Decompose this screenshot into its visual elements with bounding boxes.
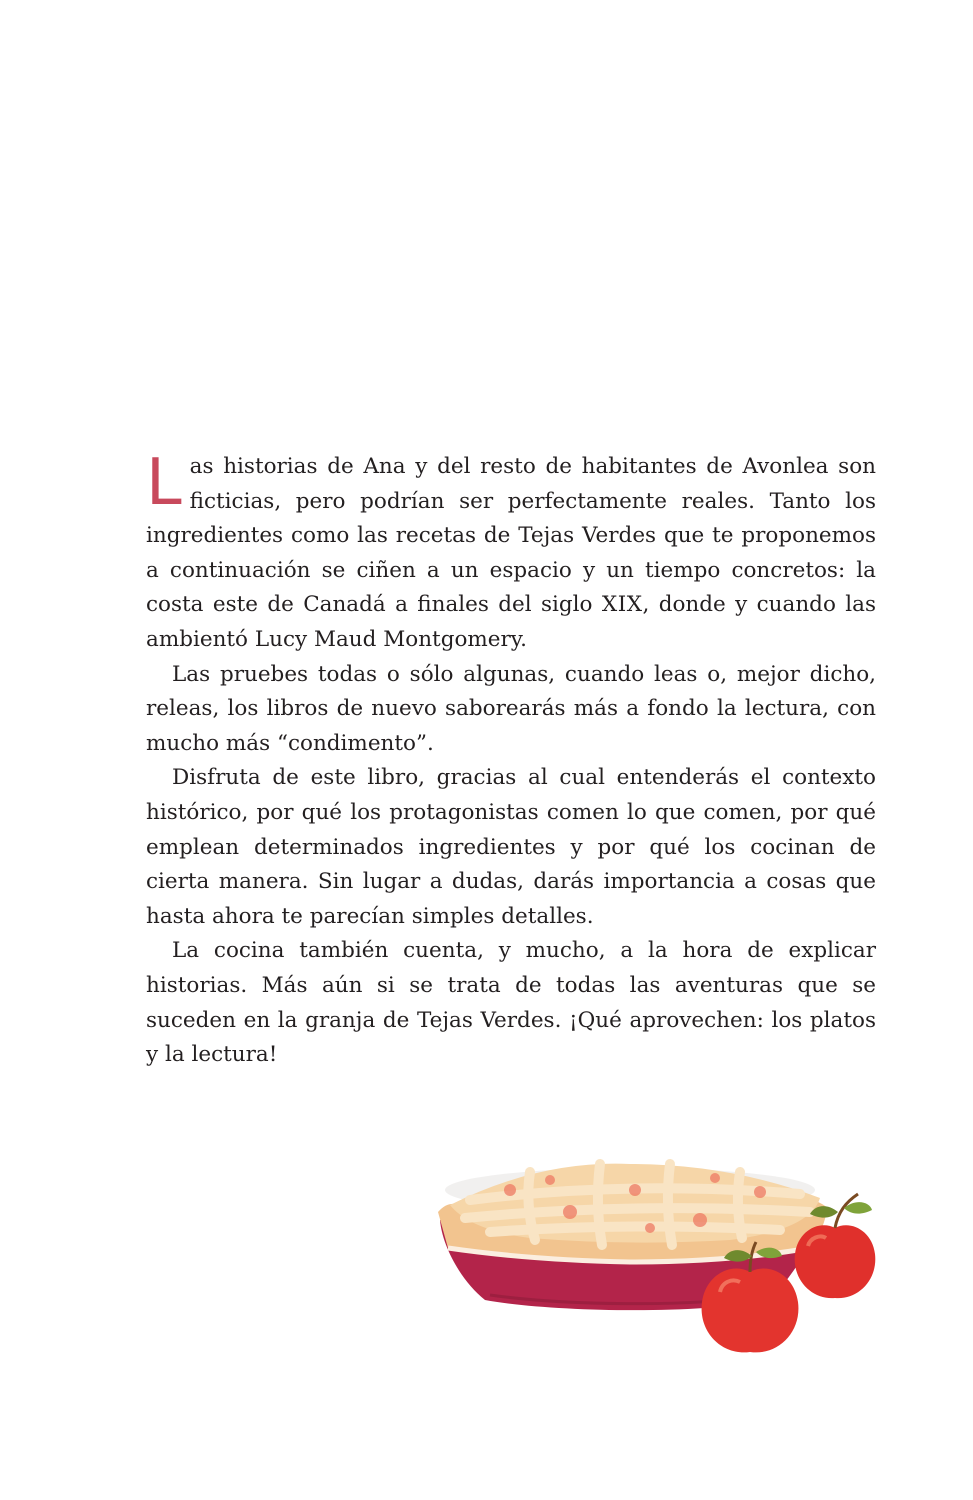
pie-with-apples-illustration [430,1150,930,1370]
drop-cap: L [146,446,182,520]
paragraph-1-text-a: as historias de Ana y del resto de habitantes de Avonlea son ficticias, pero podrían ser perfectamente reales. Tanto los ingredientes como las recetas de Tejas Verdes que te proponemos a continuación se ciñen a un espacio y un tiempo concretos: la costa este de Canadá a finales del siglo [146,454,876,618]
paragraph-2: Las pruebes todas o sólo algunas, cuando leas o, mejor dicho, releas, los libros de nuevo saborearás más a fondo la lectura, con mucho más “condimento”. [146,661,876,756]
paragraph-1-text-b: , donde y cuando las ambientó Lucy Maud Montgomery. [146,592,876,652]
paragraph-4: La cocina también cuenta, y mucho, a la hora de explicar historias. Más aún si se trata de todas las aventuras que se suceden en la granja de Tejas Verdes. ¡Qué aprovechen: los platos y la lectura! [146,938,876,1068]
paragraph-3: Disfruta de este libro, gracias al cual entenderás el contexto histórico, por qué los protagonistas comen lo que comen, por qué emplean determinados ingredientes y por qué los cocinan de cierta manera. Sin lugar a dudas, darás importancia a cosas que hasta ahora te parecían simples detalles. [146,765,876,929]
roman-numeral: XIX [601,592,643,618]
intro-text [146,446,876,1073]
paragraph-1 [146,446,876,658]
